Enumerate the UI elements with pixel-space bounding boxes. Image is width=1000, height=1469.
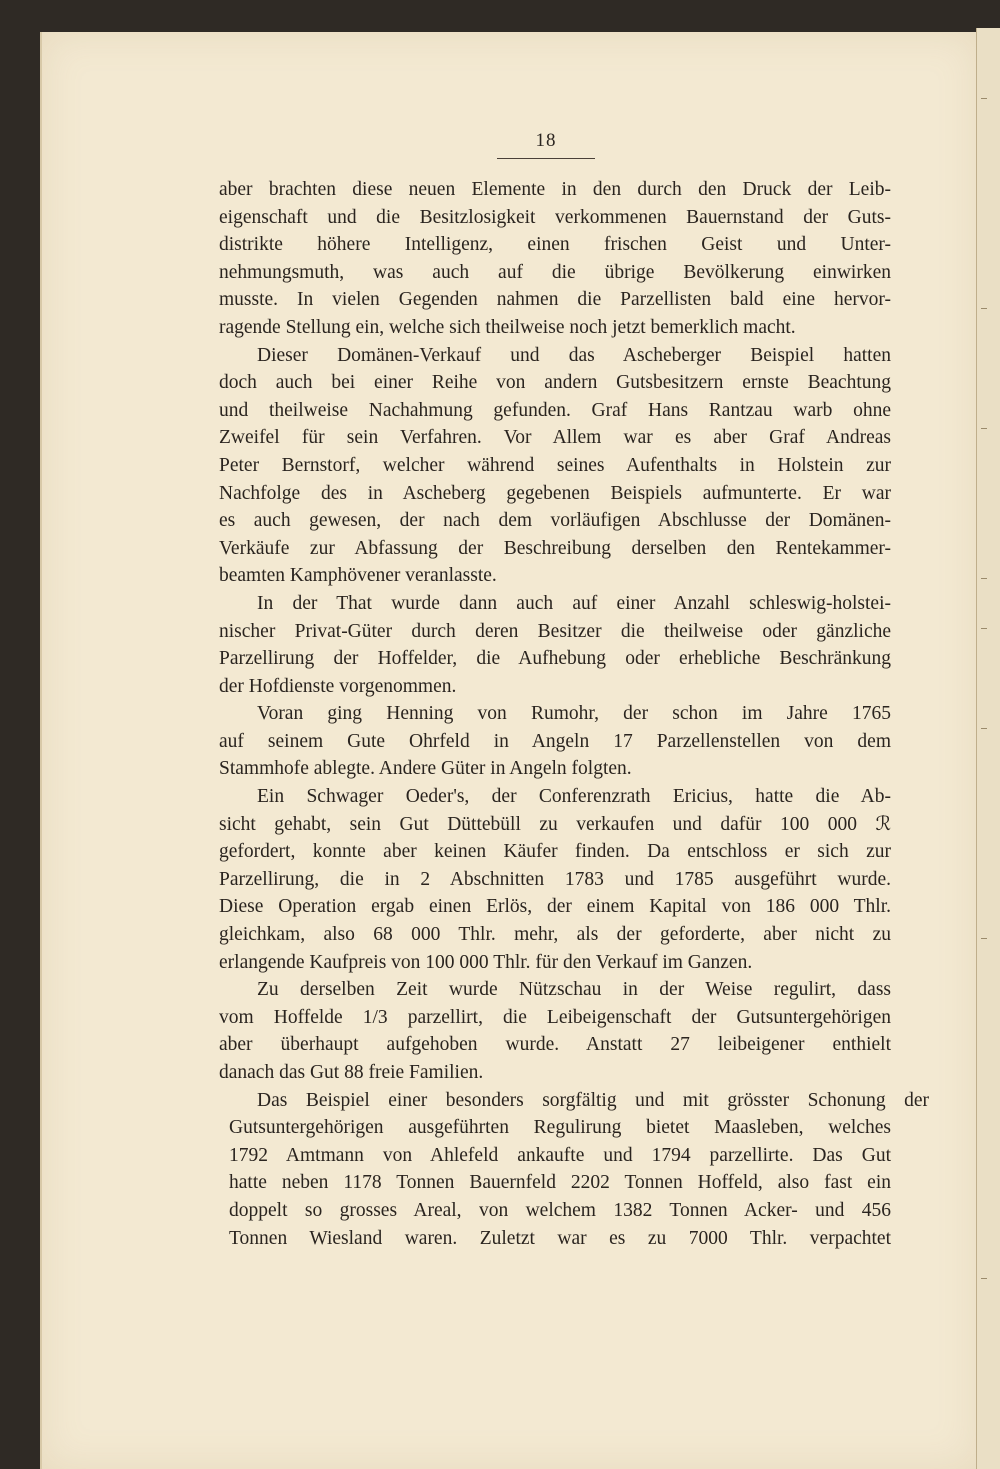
text-line: Ein Schwager Oeder's, der Conferenzrath Ericius, hatte die Ab- bbox=[257, 786, 891, 808]
text-line: doppelt so grosses Areal, von welchem 1382 Tonnen Acker- und 456 bbox=[229, 1199, 891, 1221]
text-line: Stammhofe ablegte. Andere Güter in Angeln folgten. bbox=[219, 758, 632, 780]
text-line: Parzellirung, die in 2 Abschnitten 1783 und 1785 ausgeführt wurde. bbox=[219, 868, 891, 890]
text-line: vom Hoffelde 1/3 parzellirt, die Leibeigenschaft der Gutsuntergehörigen bbox=[219, 1006, 891, 1028]
text-line: Parzellirung der Hoffelder, die Aufhebung oder erhebliche Beschränkung bbox=[219, 648, 891, 670]
page-edge-mark bbox=[981, 938, 987, 939]
page-edge-mark bbox=[981, 578, 987, 579]
text-line: Diese Operation ergab einen Erlös, der einem Kapital von 186 000 Thlr. bbox=[219, 896, 891, 918]
text-line: doch auch bei einer Reihe von andern Gutsbesitzern ernste Beachtung bbox=[219, 372, 891, 394]
text-line: hatte neben 1178 Tonnen Bauernfeld 2202 Tonnen Hoffeld, also fast ein bbox=[229, 1172, 891, 1194]
text-line: gefordert, konnte aber keinen Käufer finden. Da entschloss er sich zur bbox=[219, 841, 891, 863]
text-line: gleichkam, also 68 000 Thlr. mehr, als der geforderte, aber nicht zu bbox=[219, 924, 891, 946]
page-edge-mark bbox=[981, 628, 987, 629]
next-page-edge bbox=[976, 28, 1000, 1469]
body-text bbox=[219, 176, 929, 1252]
text-line: Peter Bernstorf, welcher während seines Aufenthalts in Holstein zur bbox=[219, 454, 891, 476]
page-number: 18 bbox=[535, 130, 557, 151]
text-line: aber brachten diese neuen Elemente in den durch den Druck der Leib- bbox=[219, 179, 891, 200]
text-line: sicht gehabt, sein Gut Düttebüll zu verkaufen und dafür 100 000 ℛ bbox=[219, 813, 891, 835]
text-line: nischer Privat-Güter durch deren Besitzer die theilweise oder gänzliche bbox=[219, 620, 891, 642]
page-edge-mark bbox=[981, 308, 987, 309]
text-line: ragende Stellung ein, welche sich theilweise noch jetzt bemerklich macht. bbox=[219, 316, 796, 338]
text-line: eigenschaft und die Besitzlosigkeit verkommenen Bauernstand der Guts- bbox=[219, 206, 891, 228]
text-line: auf seinem Gute Ohrfeld in Angeln 17 Parzellenstellen von dem bbox=[219, 730, 891, 752]
text-line: Nachfolge des in Ascheberg gegebenen Beispiels aufmunterte. Er war bbox=[219, 482, 891, 504]
page-edge-mark bbox=[981, 428, 987, 429]
text-line: Gutsuntergehörigen ausgeführten Regulirung bietet Maasleben, welches bbox=[229, 1117, 891, 1139]
text-line: Zu derselben Zeit wurde Nützschau in der Weise regulirt, dass bbox=[257, 979, 891, 1001]
text-line: der Hofdienste vorgenommen. bbox=[219, 675, 457, 697]
text-line: danach das Gut 88 freie Familien. bbox=[219, 1062, 484, 1083]
page-edge-mark bbox=[981, 98, 987, 99]
text-line: und theilweise Nachahmung gefunden. Graf Hans Rantzau warb ohne bbox=[219, 399, 891, 421]
text-line: Tonnen Wiesland waren. Zuletzt war es zu 7000 Thlr. verpachtet bbox=[229, 1227, 891, 1249]
page-edge-mark bbox=[981, 1278, 987, 1279]
text-line: musste. In vielen Gegenden nahmen die Parzellisten bald eine hervor- bbox=[219, 289, 891, 311]
page-edge-mark bbox=[981, 728, 987, 729]
text-line: erlangende Kaufpreis von 100 000 Thlr. für den Verkauf im Ganzen. bbox=[219, 951, 753, 973]
text-line: beamten Kamphövener veranlasste. bbox=[219, 565, 497, 587]
text-line: Dieser Domänen-Verkauf und das Ascheberger Beispiel hatten bbox=[257, 344, 891, 366]
text-line: nehmungsmuth, was auch auf die übrige Bevölkerung einwirken bbox=[219, 261, 891, 283]
text-line: Zweifel für sein Verfahren. Vor Allem war es aber Graf Andreas bbox=[219, 427, 891, 449]
text-line: 1792 Amtmann von Ahlefeld ankaufte und 1794 parzellirte. Das Gut bbox=[229, 1144, 891, 1166]
text-line: Verkäufe zur Abfassung der Beschreibung derselben den Rentekammer- bbox=[219, 537, 891, 559]
text-line: Das Beispiel einer besonders sorgfältig und mit grösster Schonung der bbox=[257, 1089, 929, 1111]
text-line: In der That wurde dann auch auf einer Anzahl schleswig-holstei- bbox=[257, 592, 891, 614]
header-rule bbox=[497, 158, 595, 159]
text-line: Voran ging Henning von Rumohr, der schon im Jahre 1765 bbox=[257, 703, 891, 725]
text-line: distrikte höhere Intelligenz, einen frischen Geist und Unter- bbox=[219, 234, 891, 256]
text-line: es auch gewesen, der nach dem vorläufigen Abschlusse der Domänen- bbox=[219, 510, 891, 532]
text-line: aber überhaupt aufgehoben wurde. Anstatt 27 leibeigener enthielt bbox=[219, 1034, 891, 1056]
